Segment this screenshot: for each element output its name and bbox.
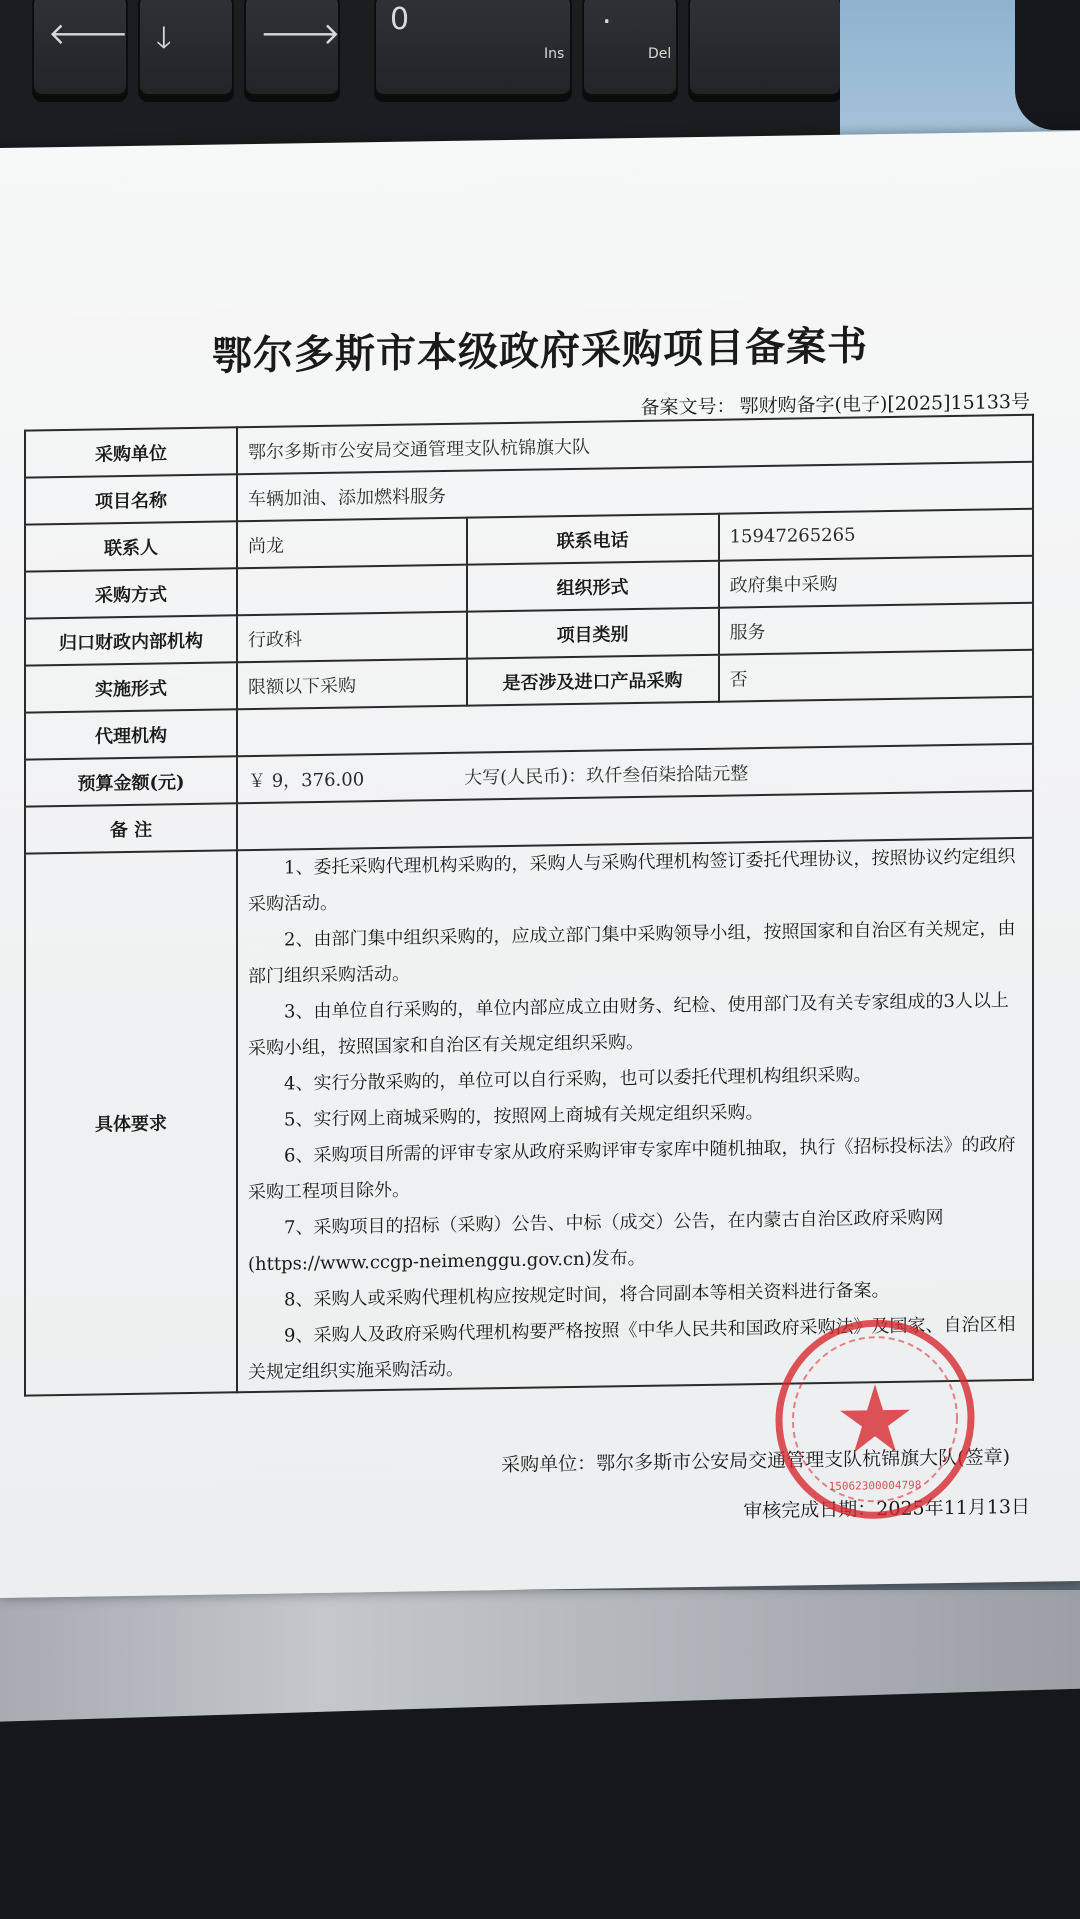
budget-value: ￥ 9，376.00 [248, 768, 365, 792]
requirement-item: 5、实行网上商城采购的，按照网上商城有关规定组织采购。 [284, 1102, 764, 1131]
budget-caps-label: 大写(人民币)： [464, 765, 587, 789]
requirement-item: 9、采购人及政府采购代理机构要严格按照《中华人民共和国政府采购法》及国家、自治区相关规定组织实施采购活动。 [248, 1314, 1016, 1384]
del-key-top-label: . [602, 0, 612, 31]
requirement-item: 1、委托采购代理机构采购的，采购人与采购代理机构签订委托代理协议，按照协议约定组织采购活动。 [248, 846, 1016, 916]
record-number-label: 备案文号： [640, 395, 736, 419]
impl-form-value: 限额以下采购 [237, 659, 467, 710]
document-paper [0, 131, 1080, 1598]
budget-caps-value: 玖仟叁佰柒拾陆元整 [586, 762, 749, 787]
del-key-bottom-label: Del [648, 46, 672, 62]
phone-value: 15947265265 [719, 509, 1033, 561]
project-name-value: 车辆加油、添加燃料服务 [237, 462, 1033, 522]
del-key [582, 0, 678, 96]
right-arrow-icon: 🡒 [260, 17, 341, 52]
mouse-edge [1015, 0, 1080, 130]
ins-key [374, 0, 572, 96]
import-label: 是否涉及进口产品采购 [467, 655, 719, 706]
keyboard-key [688, 0, 842, 96]
agency-label: 代理机构 [25, 709, 237, 759]
org-form-label: 组织形式 [467, 561, 719, 612]
finance-dept-label: 归口财政内部机构 [25, 615, 237, 665]
seal-star-icon [840, 1384, 910, 1453]
official-seal-stamp [770, 1313, 980, 1526]
project-name-label: 项目名称 [25, 474, 237, 524]
down-arrow-icon: 🡓 [156, 21, 172, 56]
purchaser-label: 采购单位 [25, 427, 237, 477]
filing-form-table [24, 414, 1034, 1397]
desk-surface [0, 1590, 1080, 1919]
requirement-item: 6、采购项目所需的评审专家从政府采购评审专家库中随机抽取，执行《招标投标法》的政府采购工程项目除外。 [248, 1134, 1016, 1204]
ins-key-top-label: 0 [390, 2, 410, 37]
requirement-item: 3、由单位自行采购的，单位内部应成立由财务、纪检、使用部门及有关专家组成的3人以上采购小组，按照国家和自治区有关规定组织采购。 [248, 990, 1009, 1060]
remarks-label: 备 注 [25, 803, 237, 853]
left-arrow-icon: 🡐 [48, 17, 129, 52]
signature-unit-label: 采购单位： [501, 1452, 597, 1477]
contact-value: 尚龙 [237, 518, 467, 569]
down-arrow-key [138, 0, 234, 96]
budget-label: 预算金额(元) [25, 756, 237, 806]
category-label: 项目类别 [467, 608, 719, 659]
import-value: 否 [719, 650, 1033, 702]
form-row [25, 838, 1033, 1396]
org-form-value: 政府集中采购 [719, 556, 1033, 608]
requirement-item: 7、采购项目的招标（采购）公告、中标（成交）公告，在内蒙古自治区政府采购网(https://www.ccgp-neimenggu.gov.cn)发布。 [248, 1207, 944, 1276]
method-value [237, 565, 467, 616]
requirements-cell [237, 838, 1033, 1393]
record-number-value: 鄂财购备字(电子)[2025]15133号 [739, 390, 1030, 418]
signature-unit-value: 鄂尔多斯市公安局交通管理支队杭锦旗大队(签章) [596, 1446, 1010, 1475]
ins-key-bottom-label: Ins [544, 46, 565, 62]
seal-number: 15062300004798 [828, 1478, 922, 1493]
left-arrow-key [32, 0, 128, 96]
category-value: 服务 [719, 603, 1033, 655]
requirement-item: 8、采购人或采购代理机构应按规定时间，将合同副本等相关资料进行备案。 [284, 1280, 890, 1311]
phone-label: 联系电话 [467, 514, 719, 565]
document-title: 鄂尔多斯市本级政府采购项目备案书 [212, 322, 868, 380]
signature-date-value: 2025年11月13日 [876, 1495, 1030, 1521]
contact-label: 联系人 [25, 521, 237, 571]
right-arrow-key [244, 0, 340, 96]
requirement-item: 2、由部门集中组织采购的，应成立部门集中采购领导小组，按照国家和自治区有关规定，由部门组织采购活动。 [248, 918, 1016, 988]
desk-background [0, 1590, 1080, 1919]
finance-dept-value: 行政科 [237, 612, 467, 663]
requirements-label: 具体要求 [25, 850, 237, 1395]
impl-form-label: 实施形式 [25, 662, 237, 712]
method-label: 采购方式 [25, 568, 237, 618]
requirement-item: 4、实行分散采购的，单位可以自行采购，也可以委托代理机构组织采购。 [284, 1064, 872, 1095]
signature-date-label: 审核完成日期： [743, 1498, 877, 1523]
purchaser-value: 鄂尔多斯市公安局交通管理支队杭锦旗大队 [237, 415, 1033, 475]
